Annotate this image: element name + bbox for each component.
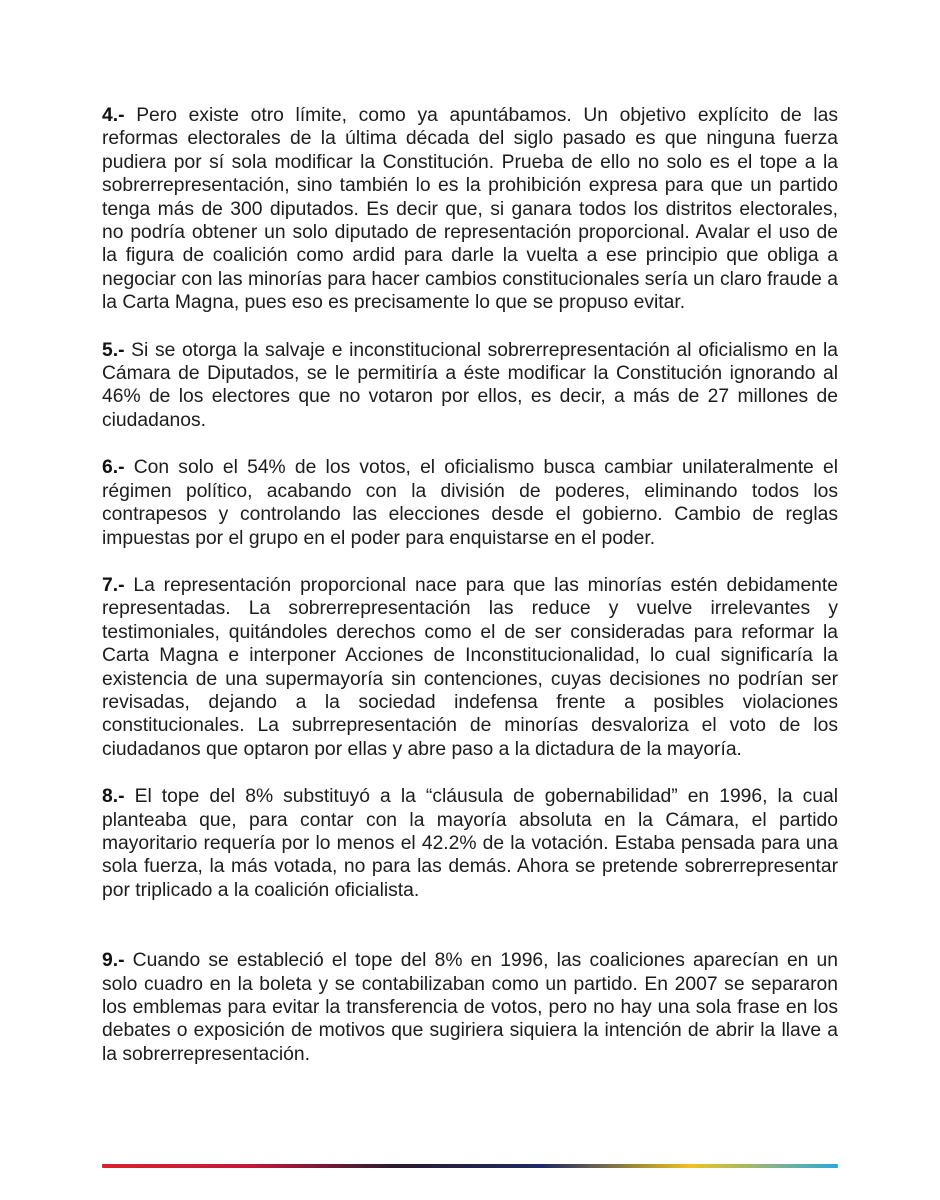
paragraph-number: 8.- — [102, 786, 125, 808]
paragraph-text: Pero existe otro límite, como ya apuntábamos. Un objetivo explícito de las reformas electorales de la última década del siglo pasado es que ninguna fuerza pudiera por sí sola modificar la Constitución. Prueba de ello no solo es el tope a la sobrerrepresentación, sino también lo es la prohibición expresa para que un partido tenga más de 300 diputados. Es decir que, si ganara todos los distritos electorales, no podría obtener un solo diputado de representación proporcional. Avalar el uso de la figura de coalición como ardid para darle la vuelta a ese principio que obliga a negociar con las minorías para hacer cambios constitucionales sería un claro fraude a la Carta Magna, pues eso es precisamente lo que se propuso evitar. — [102, 105, 838, 314]
paragraph-9 — [102, 949, 838, 1066]
paragraph-number: 5.- — [102, 339, 125, 361]
footer-color-bar — [102, 1164, 838, 1168]
paragraph-8 — [102, 785, 838, 902]
paragraph-text: Cuando se estableció el tope del 8% en 1996, las coaliciones aparecían en un solo cuadro en la boleta y se contabilizaban como un partido. En 2007 se separaron los emblemas para evitar la transferencia de votos, pero no hay una sola frase en los debates o exposición de motivos que sugiriera siquiera la intención de abrir la llave a la sobrerrepresentación. — [102, 950, 838, 1065]
paragraph-text: Si se otorga la salvaje e inconstitucional sobrerrepresentación al oficialismo en la Cámara de Diputados, se le permitiría a éste modificar la Constitución ignorando al 46% de los electores que no votaron por ellos, es decir, a más de 27 millones de ciudadanos. — [102, 339, 838, 431]
paragraph-text: Con solo el 54% de los votos, el oficialismo busca cambiar unilateralmente el régimen político, acabando con la división de poderes, eliminando todos los contrapesos y controlando las elecciones desde el gobierno. Cambio de reglas impuestas por el grupo en el poder para enquistarse en el poder. — [102, 457, 838, 549]
paragraph-number: 6.- — [102, 457, 125, 479]
paragraph-4 — [102, 104, 838, 315]
paragraph-number: 9.- — [102, 950, 125, 972]
paragraph-7 — [102, 574, 838, 761]
document-body — [102, 104, 838, 1066]
paragraph-5 — [102, 339, 838, 433]
paragraph-number: 7.- — [102, 574, 125, 596]
paragraph-text: El tope del 8% substituyó a la “cláusula de gobernabilidad” en 1996, la cual planteaba que, para contar con la mayoría absoluta en la Cámara, el partido mayoritario requería por lo menos el 42.2% de la votación. Estaba pensada para una sola fuerza, la más votada, no para las demás. Ahora se pretende sobrerrepresentar por triplicado a la coalición oficialista. — [102, 786, 838, 901]
paragraph-6 — [102, 456, 838, 550]
paragraph-number: 4.- — [102, 105, 125, 126]
paragraph-text: La representación proporcional nace para que las minorías estén debidamente representadas. La sobrerrepresentación las reduce y vuelve irrelevantes y testimoniales, quitándoles derechos como el de ser consideradas para reformar la Carta Magna e interponer Acciones de Inconstitucionalidad, lo cual significaría la existencia de una supermayoría sin contenciones, cuyas decisiones no podrían ser revisadas, dejando a la sociedad indefensa frente a posibles violaciones constitucionales. La subrrepresentación de minorías desvaloriza el voto de los ciudadanos que optaron por ellas y abre paso a la dictadura de la mayoría. — [102, 574, 838, 760]
